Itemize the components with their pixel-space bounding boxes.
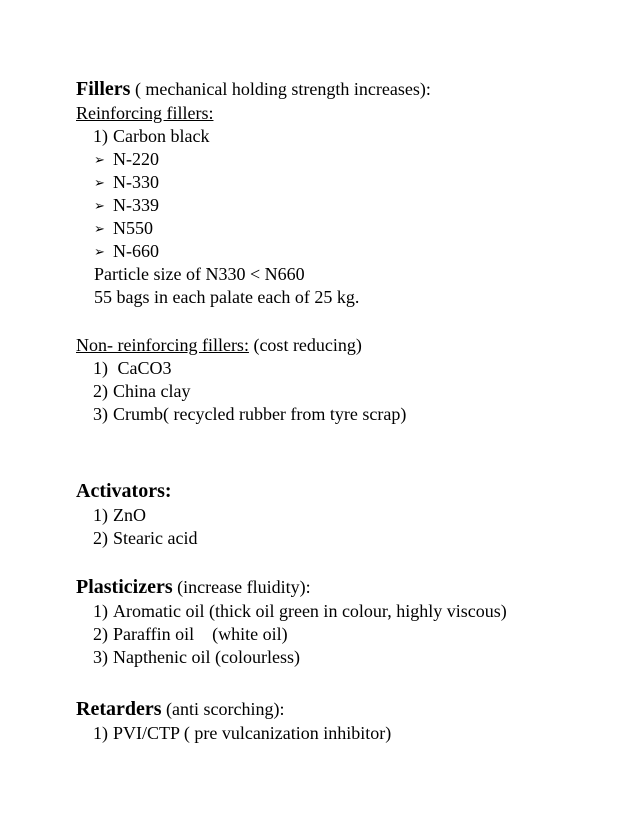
- note-text: 55 bags in each palate each of 25 kg.: [94, 287, 360, 307]
- retarders-note: (anti scorching):: [161, 699, 285, 719]
- arrow-bullet-icon: ➢: [94, 222, 105, 237]
- list-item: 1) ZnO: [93, 505, 146, 525]
- list-item: 3) Napthenic oil (colourless): [93, 647, 300, 667]
- fillers-note: ( mechanical holding strength increases):: [130, 79, 431, 99]
- list-item: 1) CaCO3: [93, 358, 172, 378]
- list-item: 1) PVI/CTP ( pre vulcanization inhibitor): [93, 723, 392, 743]
- arrow-bullet-icon: ➢: [94, 176, 105, 191]
- plasticizers-heading: [76, 575, 311, 599]
- activators-title: Activators:: [76, 480, 172, 502]
- plasticizers-title: Plasticizers: [76, 576, 173, 598]
- non-reinforcing-fillers-label: Non- reinforcing fillers:: [76, 335, 249, 355]
- bullet-item: ➢ N-330: [94, 171, 159, 196]
- list-item: 2) Stearic acid: [93, 528, 198, 548]
- activators-heading: [76, 479, 172, 503]
- bullet-item: ➢ N-660: [94, 240, 159, 265]
- arrow-bullet-icon: ➢: [94, 199, 105, 214]
- plasticizers-note: (increase fluidity):: [172, 577, 311, 597]
- retarders-title: Retarders: [76, 698, 162, 720]
- bullet-item: ➢ N-339: [94, 194, 159, 219]
- list-item: 3) Crumb( recycled rubber from tyre scrap): [93, 404, 407, 424]
- list-item: 2) Paraffin oil (white oil): [93, 624, 288, 644]
- list-item: 2) China clay: [93, 381, 191, 401]
- bullet-item: ➢ N-220: [94, 148, 159, 173]
- fillers-title: Fillers: [76, 78, 131, 100]
- arrow-bullet-icon: ➢: [94, 245, 105, 260]
- arrow-bullet-icon: ➢: [94, 153, 105, 168]
- retarders-heading: [76, 697, 285, 721]
- reinforcing-fillers-label: Reinforcing fillers:: [76, 103, 214, 123]
- bullet-item: ➢ N550: [94, 217, 153, 242]
- list-item: 1) Aromatic oil (thick oil green in colour, highly viscous): [93, 601, 507, 621]
- non-reinforcing-note: (cost reducing): [248, 335, 362, 355]
- list-item: 1) Carbon black: [93, 126, 210, 146]
- note-text: Particle size of N330 < N660: [94, 264, 305, 284]
- non-reinforcing-fillers-heading: [76, 334, 362, 356]
- fillers-heading: [76, 77, 431, 101]
